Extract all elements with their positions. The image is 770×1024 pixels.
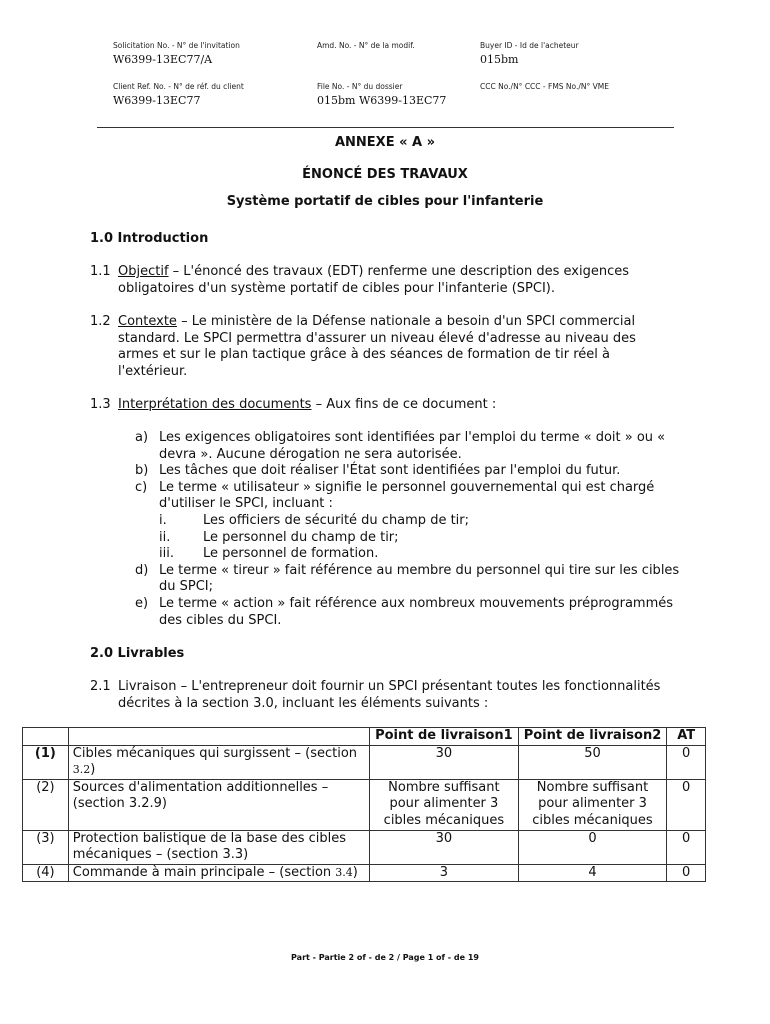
list-item: [135, 563, 680, 596]
sub-list-item: [159, 530, 680, 547]
list-item-text: Le terme « tireur » fait référence au membre du personnel qui tire sur les cibles du SPCI;: [159, 562, 680, 595]
client-ref-field: [113, 82, 244, 107]
section-ref: 3.4: [335, 865, 353, 879]
page-footer: Part - Partie 2 of - de 2 / Page 1 of - de 19: [291, 953, 479, 962]
list-item: [135, 463, 680, 480]
list-item: [135, 596, 680, 629]
paragraph-1-1: [90, 264, 680, 297]
sub-list-marker: ii.: [159, 529, 171, 545]
delivery-point-2-value: 0: [518, 830, 667, 864]
at-value: 0: [667, 779, 706, 830]
delivery-point-2-value: 4: [518, 864, 667, 882]
description-text: Sources d'alimentation additionnelles – (section 3.2.9): [72, 779, 329, 812]
header-cell: [23, 728, 69, 746]
row-number: (3): [23, 830, 69, 864]
buyer-value: 015bm: [480, 53, 519, 66]
row-description: [68, 745, 369, 779]
buyer-label: Buyer ID - Id de l'acheteur: [480, 41, 579, 50]
file-number-field: [317, 82, 446, 107]
list-item: [135, 480, 680, 563]
sub-list-item: [159, 546, 680, 563]
ccc-label: CCC No./N° CCC - FMS No./N° VME: [480, 82, 609, 91]
at-value: 0: [667, 830, 706, 864]
section-1-heading: 1.0 Introduction: [90, 231, 209, 246]
system-title: Système portatif de cibles pour l'infanterie: [226, 194, 544, 209]
delivery-point-1-value: 3: [370, 864, 519, 882]
paragraph-term: Contexte: [118, 314, 177, 329]
paragraph-text: – Le ministère de la Défense nationale a besoin d'un SPCI commercial standard. Le SPCI permettra d'assurer un niveau élevé d'adresse au niveau des armes et sur le plan tactique grâce à des séances de formation de tir réel à l'extérieur.: [118, 314, 636, 379]
ccc-field: [480, 82, 609, 94]
file-number-value: 015bm W6399-13EC77: [317, 94, 447, 107]
header-cell-at: AT: [667, 728, 706, 746]
list-item-text: Les exigences obligatoires sont identifiées par l'emploi du terme « doit » ou « devra ». Aucune dérogation ne sera autorisée.: [159, 430, 666, 462]
file-number-label: File No. - N° du dossier: [317, 82, 403, 91]
list-item-text: Les tâches que doit réaliser l'État sont identifiées par l'emploi du futur.: [159, 463, 621, 479]
amendment-field: [317, 41, 415, 53]
delivery-point-2-value: Nombre suffisant pour alimenter 3 cibles mécaniques: [518, 779, 667, 830]
paragraph-term: Interprétation des documents: [118, 397, 312, 412]
list-marker: a): [135, 430, 149, 445]
table-row: [23, 864, 706, 882]
paragraph-1-2: [90, 314, 680, 380]
header-cell: [68, 728, 369, 746]
solicitation-label: Solicitation No. - N° de l'invitation: [113, 41, 240, 50]
row-description: [68, 779, 369, 830]
list-marker: e): [135, 595, 149, 611]
description-end: ): [352, 864, 358, 880]
header-cell-delivery-point-1: Point de livraison1: [370, 728, 519, 746]
buyer-field: [480, 41, 579, 66]
at-value: 0: [667, 745, 706, 779]
delivery-point-1-value: 30: [370, 830, 519, 864]
paragraph-2-1: [90, 679, 680, 712]
paragraph-text: – L'énoncé des travaux (EDT) renferme une description des exigences obligatoires d'un système portatif de cibles pour l'infanterie (SPCI).: [118, 264, 629, 296]
delivery-point-1-value: 30: [370, 745, 519, 779]
statement-title: ÉNONCÉ DES TRAVAUX: [302, 167, 468, 182]
table-header-row: [23, 728, 706, 746]
description-text: Cibles mécaniques qui surgissent – (section: [72, 745, 358, 761]
client-ref-value: W6399-13EC77: [113, 94, 201, 107]
paragraph-text: – Aux fins de ce document :: [311, 397, 497, 412]
list-item-text: Le terme « action » fait référence aux nombreux mouvements préprogrammés des cibles du SPCI.: [159, 595, 674, 628]
client-ref-label: Client Ref. No. - N° de réf. du client: [113, 82, 244, 91]
description-end: ): [90, 762, 96, 778]
paragraph-1-3: [90, 397, 680, 414]
delivery-point-1-value: Nombre suffisant pour alimenter 3 cibles mécaniques: [370, 779, 519, 830]
row-number: (4): [23, 864, 69, 882]
sub-list-item: [159, 513, 680, 530]
paragraph-number: 1.1: [90, 264, 111, 279]
solicitation-field: [113, 41, 240, 66]
row-number: (2): [23, 779, 69, 830]
sub-list-marker: i.: [159, 512, 167, 528]
row-number: (1): [23, 745, 69, 779]
list-marker: b): [135, 463, 149, 479]
delivery-point-2-value: 50: [518, 745, 667, 779]
deliverables-table: [22, 727, 706, 882]
sub-list-text: Les officiers de sécurité du champ de tir;: [203, 512, 470, 528]
sub-list-marker: iii.: [159, 546, 174, 562]
paragraph-number: 2.1: [90, 679, 111, 694]
description-text: Commande à main principale – (section: [72, 864, 336, 880]
section-ref: 3.2: [72, 763, 91, 777]
row-description: [68, 864, 369, 882]
amendment-label: Amd. No. - N° de la modif.: [317, 41, 415, 50]
at-value: 0: [667, 864, 706, 882]
paragraph-term: Objectif: [118, 264, 169, 279]
paragraph-number: 1.2: [90, 314, 111, 329]
sub-list-text: Le personnel du champ de tir;: [203, 529, 399, 545]
header-cell-delivery-point-2: Point de livraison2: [518, 728, 667, 746]
table-row: [23, 830, 706, 864]
sub-list-text: Le personnel de formation.: [203, 546, 379, 562]
paragraph-number: 1.3: [90, 397, 111, 412]
paragraph-text: Livraison – L'entrepreneur doit fournir un SPCI présentant toutes les fonctionnalités décrites à la section 3.0, incluant les éléments suivants :: [118, 679, 661, 711]
annex-title: ANNEXE « A »: [334, 135, 436, 150]
row-description: [68, 830, 369, 864]
list-item: [135, 430, 680, 463]
solicitation-value: W6399-13EC77/A: [113, 53, 213, 66]
list-marker: d): [135, 562, 149, 578]
header-divider: [97, 127, 674, 128]
table-row: [23, 745, 706, 779]
description-text: Protection balistique de la base des cibles mécaniques – (section 3.3): [72, 830, 347, 863]
list-item-text: Le terme « utilisateur » signifie le personnel gouvernemental qui est chargé d'utiliser le SPCI, incluant :: [159, 479, 655, 512]
interpretation-list: [135, 430, 680, 629]
section-2-heading: 2.0 Livrables: [90, 646, 185, 661]
list-marker: c): [135, 479, 148, 495]
table-row: [23, 779, 706, 830]
